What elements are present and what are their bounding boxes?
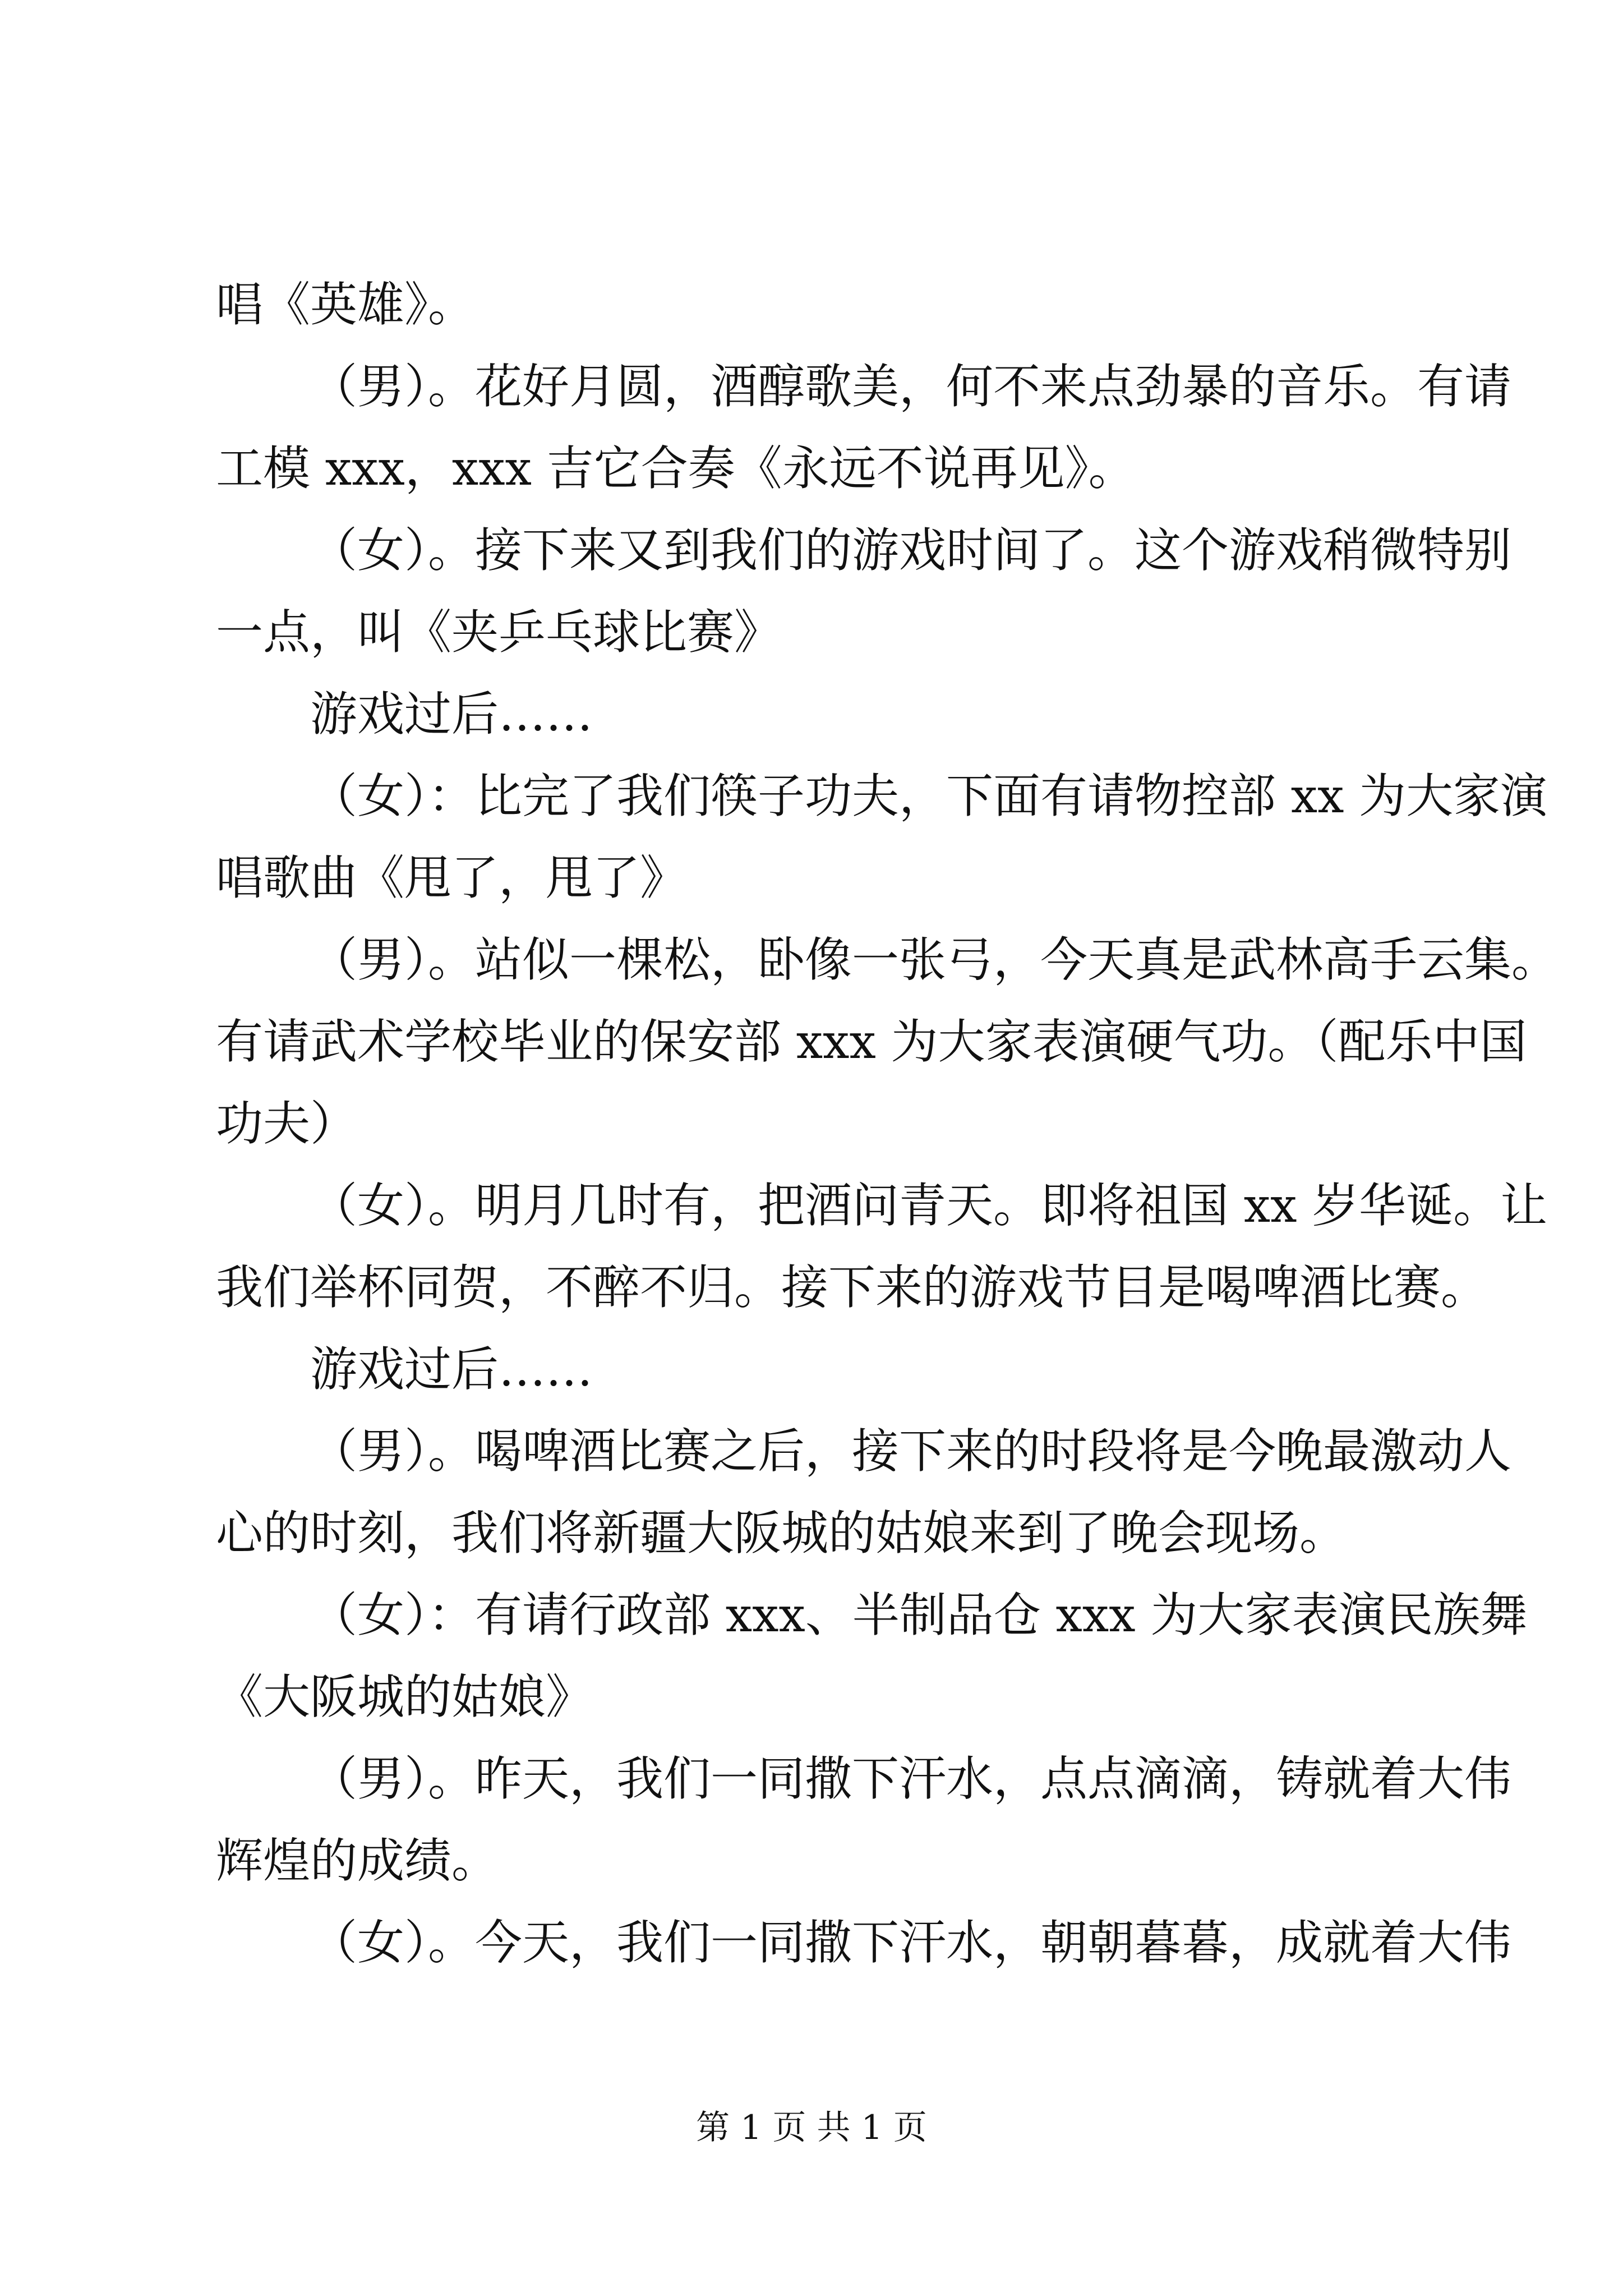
text-line: （女）：有请行政部 xxx、半制品仓 xxx 为大家表演民族舞 [310,1588,1528,1642]
text-line: （男）。昨天，我们一同撒下汗水，点点滴滴，铸就着大伟 [310,1751,1512,1806]
text-line: 唱《英雄》。 [216,277,476,332]
text-line: （男）。站似一棵松，卧像一张弓，今天真是武林高手云集。 [310,932,1559,987]
text-line: 一点，叫《夹乒乓球比赛》 [216,605,782,660]
text-line: 工模 xxx，xxx 吉它合奏《永远不说再见》。 [216,441,1136,496]
text-line: （男）。喝啤酒比赛之后，接下来的时段将是今晚最激动人 [310,1424,1512,1479]
text-line: 我们举杯同贺，不醉不归。接下来的游戏节目是喝啤酒比赛。 [216,1260,1488,1315]
text-line: （女）。今天，我们一同撒下汗水，朝朝暮暮，成就着大伟 [310,1915,1512,1970]
text-line: 心的时刻，我们将新疆大阪城的姑娘来到了晚会现场。 [216,1506,1347,1561]
text-line: 《大阪城的姑娘》 [216,1669,593,1724]
text-line: （男）。花好月圆，酒醇歌美，何不来点劲暴的音乐。有请 [310,359,1512,414]
page-footer: 第 1 页 共 1 页 [696,2108,927,2147]
text-line: 功夫） [216,1096,358,1151]
text-line: 有请武术学校毕业的保安部 xxx 为大家表演硬气功。（配乐中国 [216,1014,1527,1069]
text-line: 游戏过后…… [310,1342,593,1397]
text-line: 游戏过后…… [310,687,593,742]
text-line: （女）。接下来又到我们的游戏时间了。这个游戏稍微特别 [310,523,1512,578]
text-line: （女）。明月几时有，把酒问青天。即将祖国 xx 岁华诞。让 [310,1178,1548,1233]
text-line: （女）：比完了我们筷子功夫，下面有请物控部 xx 为大家演 [310,769,1548,823]
text-line: 唱歌曲《甩了，甩了》 [216,850,688,905]
document-body [216,264,1559,1984]
text-line: 辉煌的成绩。 [216,1833,499,1888]
